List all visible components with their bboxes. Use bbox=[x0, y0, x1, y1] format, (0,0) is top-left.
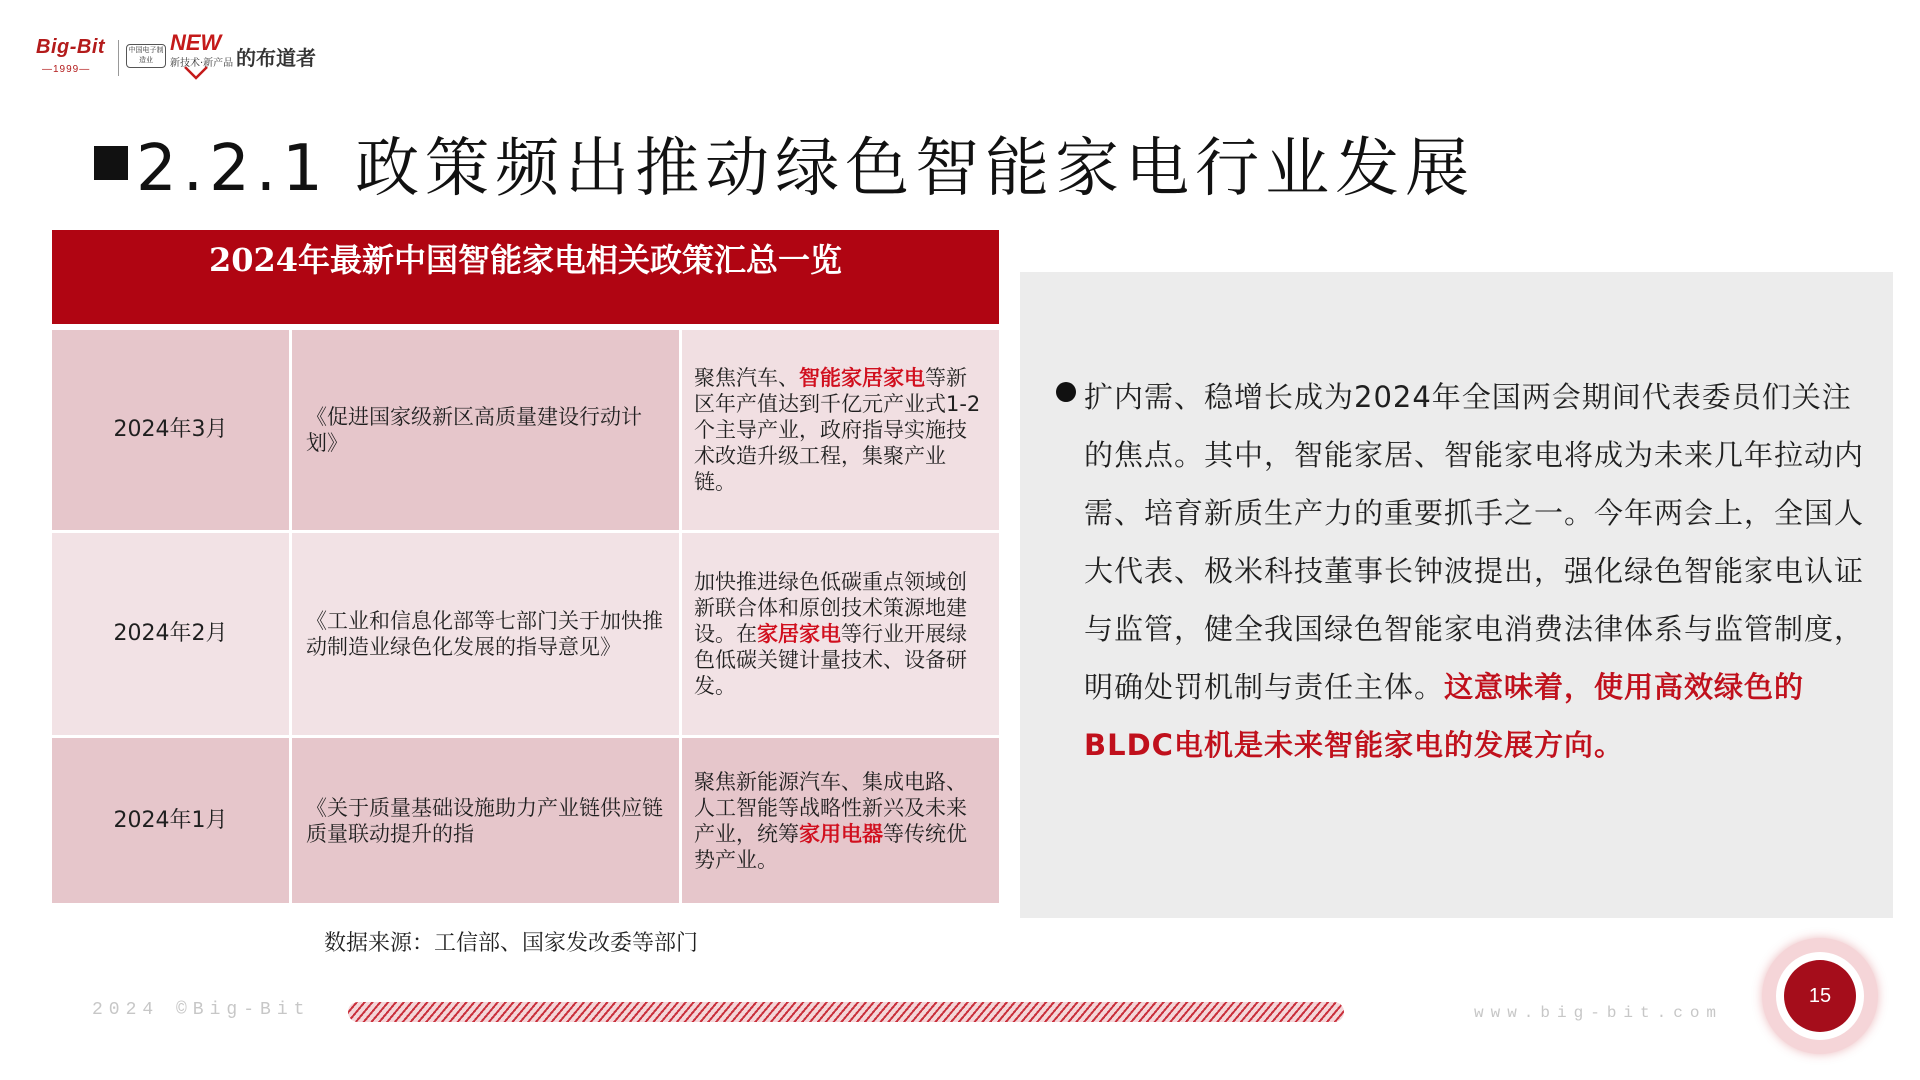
logo-year-text: —1999— bbox=[42, 64, 91, 75]
desc-highlight: 家用电器 bbox=[799, 821, 883, 846]
row-date: 2024年1月 bbox=[52, 738, 292, 903]
logo-brand-text: 的布道者 bbox=[236, 46, 316, 70]
row-policy: 《促进国家级新区高质量建设行动计划》 bbox=[292, 330, 682, 530]
brand-logo bbox=[36, 30, 336, 90]
row-description bbox=[682, 330, 999, 530]
source-note: 数据来源：工信部、国家发改委等部门 bbox=[324, 931, 699, 956]
row-description-text bbox=[694, 365, 987, 495]
summary-body: 扩内需、稳增长成为2024年全国两会期间代表委员们关注的焦点。其中，智能家居、智能家电将成为未来几年拉动内需、培育新质生产力的重要抓手之一。今年两会上，全国人大代表、极米科技董事长钟波提出，强化绿色智能家电认证与监管，健全我国绿色智能家电消费法律体系与监管制度，明确处罚机制与责任主体。 bbox=[1084, 380, 1865, 704]
logo-badge: 中国电子制造业 bbox=[126, 44, 166, 68]
row-description bbox=[682, 738, 999, 903]
table-row bbox=[52, 330, 999, 533]
logo-divider bbox=[118, 40, 119, 76]
row-description-text bbox=[694, 769, 987, 873]
desc-text: 聚焦新能源汽车、集成电路、人工智能等战略性新兴及未来产业，统筹 bbox=[694, 769, 967, 846]
page-title bbox=[94, 118, 1475, 208]
footer-stripe-bar bbox=[348, 1002, 1344, 1022]
desc-highlight: 智能家居家电 bbox=[799, 366, 925, 390]
desc-text: 等新区年产值达到千亿元产业式1-2个主导产业，政府指导实施技术改造升级工程，集聚产业链。 bbox=[694, 366, 981, 494]
page-number-badge bbox=[1762, 938, 1878, 1054]
page-ring-inner bbox=[1776, 952, 1864, 1040]
footer-copyright: 2024 ©Big-Bit bbox=[92, 1000, 311, 1020]
desc-text: 聚焦汽车、 bbox=[694, 366, 799, 390]
table-row bbox=[52, 533, 999, 738]
page-number: 15 bbox=[1784, 960, 1856, 1032]
row-date: 2024年3月 bbox=[52, 330, 292, 530]
logo-chevron-icon bbox=[184, 66, 208, 80]
title-square-icon bbox=[94, 146, 128, 180]
row-policy: 《关于质量基础设施助力产业链供应链质量联动提升的指 bbox=[292, 738, 682, 903]
table-row bbox=[52, 738, 999, 906]
row-date: 2024年2月 bbox=[52, 533, 292, 735]
logo-tagline: 新技术·新产品 bbox=[170, 58, 234, 69]
policy-table bbox=[52, 230, 999, 906]
desc-text: 加快推进绿色低碳重点领域创新联合体和原创技术策源地建设。在 bbox=[694, 570, 967, 646]
desc-text: 等行业开展绿色低碳关键计量技术、设备研发。 bbox=[694, 622, 967, 698]
row-policy: 《工业和信息化部等七部门关于加快推动制造业绿色化发展的指导意见》 bbox=[292, 533, 682, 735]
page-title-text: 2.2.1 政策频出推动绿色智能家电行业发展 bbox=[136, 132, 1476, 206]
summary-panel bbox=[1020, 272, 1893, 918]
desc-text: 等传统优势产业。 bbox=[694, 821, 967, 872]
row-description-text bbox=[694, 569, 987, 699]
bullet-icon bbox=[1056, 382, 1076, 402]
footer-website: www.big-bit.com bbox=[1474, 1004, 1724, 1022]
desc-highlight: 家居家电 bbox=[757, 622, 841, 646]
summary-text bbox=[1084, 368, 1866, 774]
row-description bbox=[682, 533, 999, 735]
logo-bigbit-text: Big-Bit bbox=[36, 36, 106, 58]
logo-new-text: NEW bbox=[170, 30, 222, 55]
summary-highlight: 这意味着，使用高效绿色的BLDC电机是未来智能家电的发展方向。 bbox=[1084, 670, 1805, 762]
table-header: 2024年最新中国智能家电相关政策汇总一览 bbox=[52, 230, 999, 324]
